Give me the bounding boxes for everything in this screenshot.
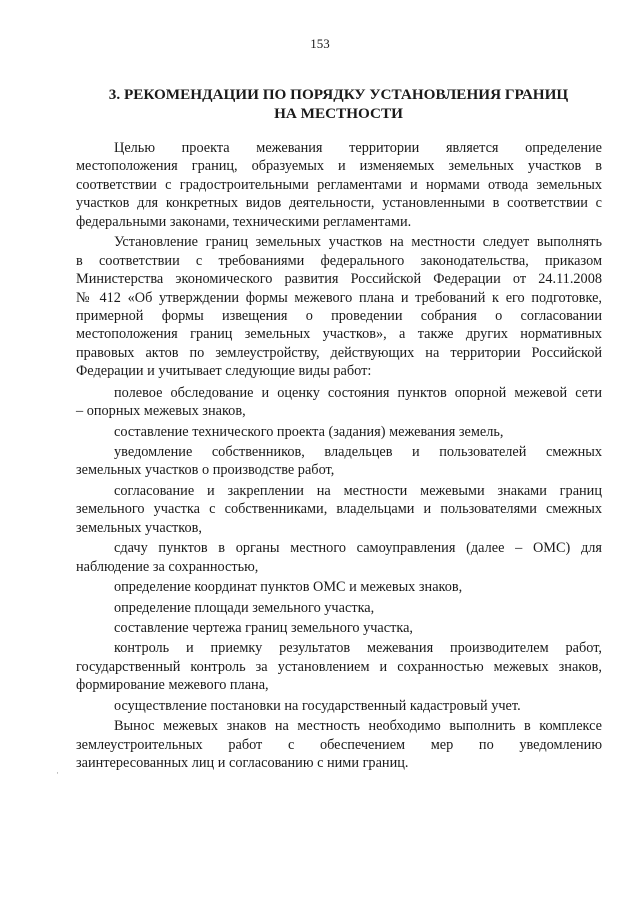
text-line: соответствии с градостроительными регламентами и нормами отвода земельных (76, 176, 602, 193)
page-number: 153 (310, 36, 330, 51)
list-item-line: наблюдение за сохранностью, (76, 558, 259, 575)
text-line: в соответствии с требованиями федерального законодательства, приказом (76, 252, 602, 269)
list-item-line: – опорных межевых знаков, (76, 403, 246, 420)
text-line: местоположения границ, образуемых и изменяемых земельных участков в (76, 158, 602, 175)
text-line: примерной формы извещения о проведении собрания о согласовании (76, 307, 602, 324)
list-item-line: сдачу пунктов в органы местного самоуправления (далее – ОМС) для (114, 540, 602, 557)
text-line: № 412 «Об утверждении формы межевого плана и требований к его подготовке, (76, 289, 602, 306)
text-line: землеустроительных работ с обеспечением мер по уведомлению (76, 736, 602, 753)
document-body (76, 139, 602, 772)
text-line: федеральными законами, техническими регламентами. (76, 213, 412, 230)
list-item-line: контроль и приемку результатов межевания производителем работ, (114, 640, 602, 657)
list-item-line: составление технического проекта (задания) межевания земель, (114, 423, 504, 440)
text-line: заинтересованных лиц и согласованию с ними границ. (76, 755, 409, 771)
text-line: Федерации и учитывает следующие виды работ: (76, 363, 372, 380)
list-item-line: согласование и закреплении на местности межевыми знаками границ (114, 482, 602, 499)
list-item-line: определение площади земельного участка, (114, 599, 375, 616)
section-heading (76, 85, 601, 123)
text-line: Целью проекта межевания территории является определение (114, 140, 602, 156)
list-item-line: государственный контроль за установлением и сохранностью межевых знаков, (76, 658, 602, 675)
scan-edge-mark: · (56, 768, 59, 778)
list-item-line: осуществление постановки на государственный кадастровый учет. (114, 697, 521, 714)
text-line: Вынос межевых знаков на местность необходимо выполнить в комплексе (114, 718, 602, 735)
list-item-line: определение координат пунктов ОМС и межевых знаков, (114, 579, 463, 596)
text-line: участков для конкретных видов деятельности, установленными в соответствии с (76, 195, 602, 212)
section-heading-line-1: 3. РЕКОМЕНДАЦИИ ПО ПОРЯДКУ УСТАНОВЛЕНИЯ ГРАНИЦ (108, 86, 569, 103)
text-line: Министерства экономического развития Российской Федерации от 24.11.2008 (76, 271, 602, 288)
list-item-line: составление чертежа границ земельного участка, (114, 619, 413, 636)
text-line: Установление границ земельных участков на местности следует выполнять (114, 234, 602, 251)
list-item-line: земельного участка с собственниками, владельцами и пользователями смежных (76, 501, 602, 518)
section-heading-line-2: НА МЕСТНОСТИ (274, 105, 403, 122)
list-item-line: полевое обследование и оценку состояния пунктов опорной межевой сети (114, 384, 602, 401)
list-item-line: земельных участков, (76, 519, 202, 536)
text-line: местоположения границ земельных участков», а также других нормативных (76, 326, 602, 343)
list-item-line: формирование межевого плана, (76, 677, 269, 694)
list-item-line: уведомление собственников, владельцев и пользователей смежных (114, 444, 602, 460)
list-item-line: земельных участков о производстве работ, (76, 462, 335, 479)
text-line: правовых актов по землеустройству, действующих на территории Российской (76, 344, 602, 361)
